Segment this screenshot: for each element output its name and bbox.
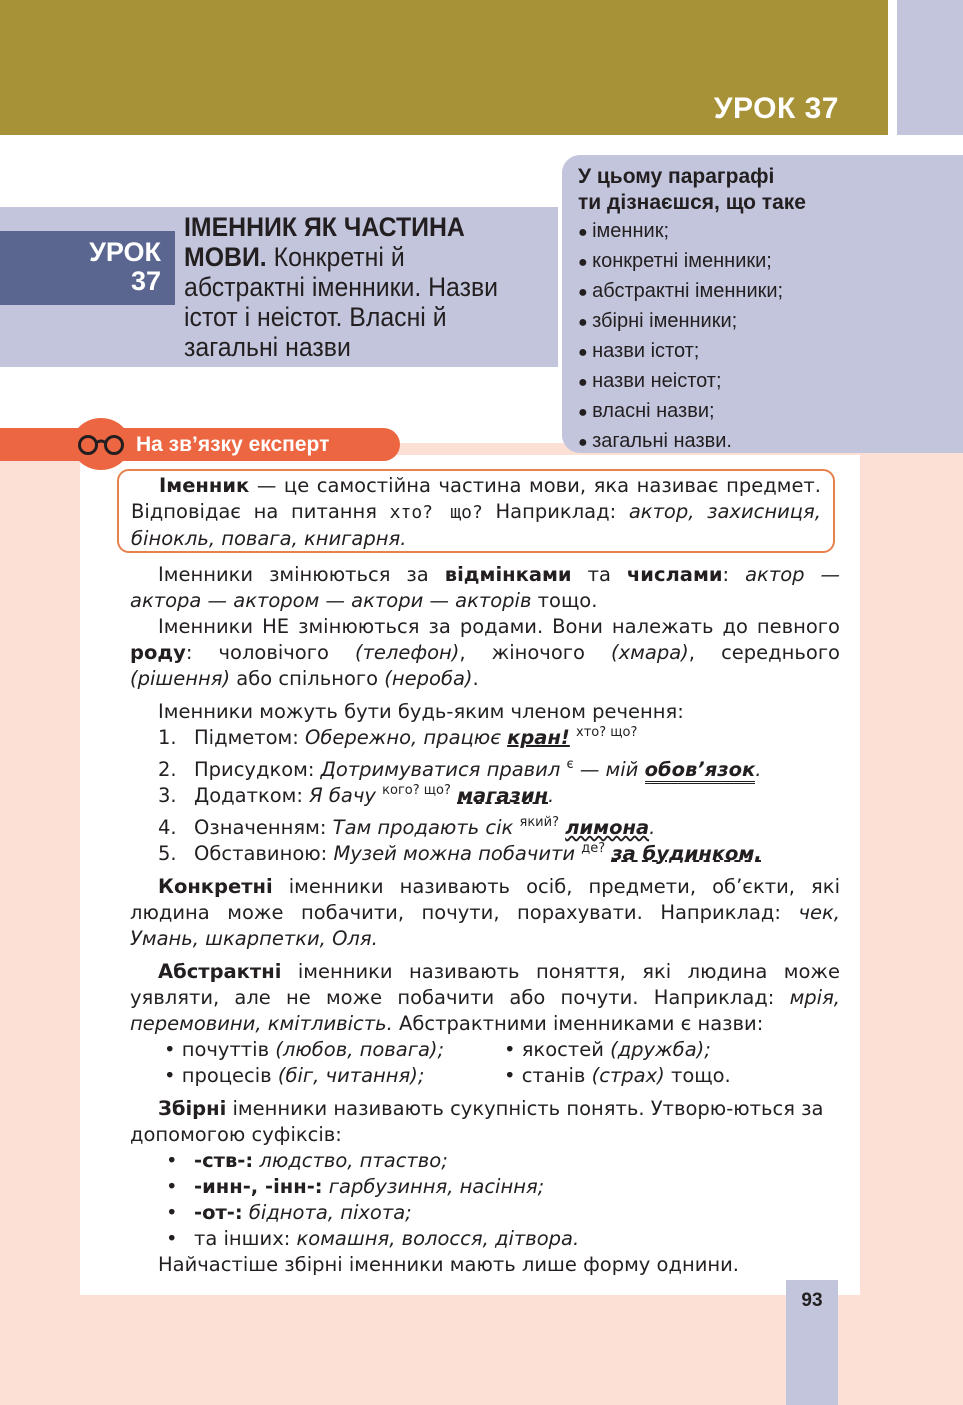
suffix-item: • -ств-: людство, птаство; — [166, 1149, 448, 1172]
goal-item: ● назви неістот; — [578, 367, 963, 397]
main-text — [130, 562, 840, 1278]
goal-item: ● іменник; — [578, 217, 963, 247]
paragraph-cases: Іменники змінюються за відмінками та числами: актор — актора — актором — актори — акторів тощо. — [130, 563, 840, 612]
paragraph-gender: Іменники НЕ змінюються за родами. Вони належать до певного роду: чоловічого (телефон), жіночого (хмара), середнього (рішення) або спільного (нероба). — [130, 615, 840, 690]
suffix-item: • -инн-, -інн-: гарбузиння, насіння; — [166, 1175, 545, 1198]
abstract-examples-row: • процесів (біг, читання); • станів (страх) тощо. — [164, 1064, 731, 1087]
paragraph-abstract: Абстрактні іменники називають поняття, які людина може уявляти, але не може побачити або почути. Наприклад: мрія, перемовини, кмітливість. Абстрактними іменниками є назви: — [130, 960, 840, 1035]
goal-item: ● конкретні іменники; — [578, 247, 963, 277]
role-item: 5. Обставиною: Музей можна побачити $^{де?}$ за будинком. — [158, 841, 762, 865]
definition-questions: хто? що? — [389, 502, 483, 523]
paragraph-roles-intro: Іменники можуть бути будь-яким членом речення: — [158, 700, 684, 723]
definition-term: Іменник — [159, 474, 250, 497]
role-item: 3. Додатком: Я бачу $^{кого? що?}$ магазин. — [158, 783, 555, 807]
lesson-tag-number: 37 — [130, 266, 161, 296]
page-number: 93 — [801, 1290, 823, 1311]
role-item: 4. Означенням: Там продають сік $^{який?}$ лимона. — [158, 815, 656, 839]
abstract-examples-row: • почуттів (любов, повага); • якостей (дружба); — [164, 1038, 711, 1061]
lesson-tag-word: УРОК — [89, 237, 161, 267]
goal-item: ● загальні назви. — [578, 427, 963, 457]
lesson-title-rest: Конкретні й абстрактні іменники. Назви істот і неістот. Власні й загальні назви — [184, 242, 499, 362]
header-lesson-label: УРОК 37 — [713, 92, 839, 125]
header-stripe — [897, 0, 963, 135]
definition-box: Іменник — це самостійна частина мови, яка називає предмет. Відповідає на питання хто? що? Наприклад: актор, захисниця, бінокль, повага, книгарня. — [117, 469, 835, 553]
paragraph-concrete: Конкретні іменники називають осіб, предмети, об’єкти, які людина може побачити, почути, порахувати. Наприклад: чек, Умань, шкарпетки, Оля. — [130, 875, 840, 950]
role-item: 1. Підметом: Обережно, працює кран! $^{хто? що?}$ — [158, 725, 638, 749]
definition-examples: актор, захисниця, бінокль, повага, книгарня. — [131, 500, 821, 550]
goal-item: ● збірні іменники; — [578, 307, 963, 337]
glasses-icon — [72, 418, 130, 470]
goals-box — [562, 155, 963, 453]
goals-list — [578, 217, 963, 457]
role-item: 2. Присудком: Дотримуватися правил $^є$ — мій обов’язок. — [130, 757, 840, 783]
lesson-tag — [0, 231, 175, 305]
suffix-item: • -от-: біднота, піхота; — [166, 1201, 412, 1224]
lesson-title-bold: ІМЕННИК ЯК ЧАСТИНА МОВИ. — [184, 212, 465, 272]
paragraph-collective-note: Найчастіше збірні іменники мають лише форму однини. — [158, 1253, 739, 1276]
expert-label: На зв’язку експерт — [0, 428, 400, 461]
suffix-item: • та інших: комашня, волосся, дітвора. — [166, 1227, 580, 1250]
goal-item: ● назви істот; — [578, 337, 963, 367]
lesson-title — [184, 212, 524, 362]
goal-item: ● власні назви; — [578, 397, 963, 427]
goals-heading: У цьому параграфі ти дізнаєшся, що таке — [578, 165, 806, 214]
goal-item: ● абстрактні іменники; — [578, 277, 963, 307]
paragraph-collective: Збірні іменники називають сукупність понять. Утворю-ються за допомогою суфіксів: — [130, 1097, 824, 1146]
